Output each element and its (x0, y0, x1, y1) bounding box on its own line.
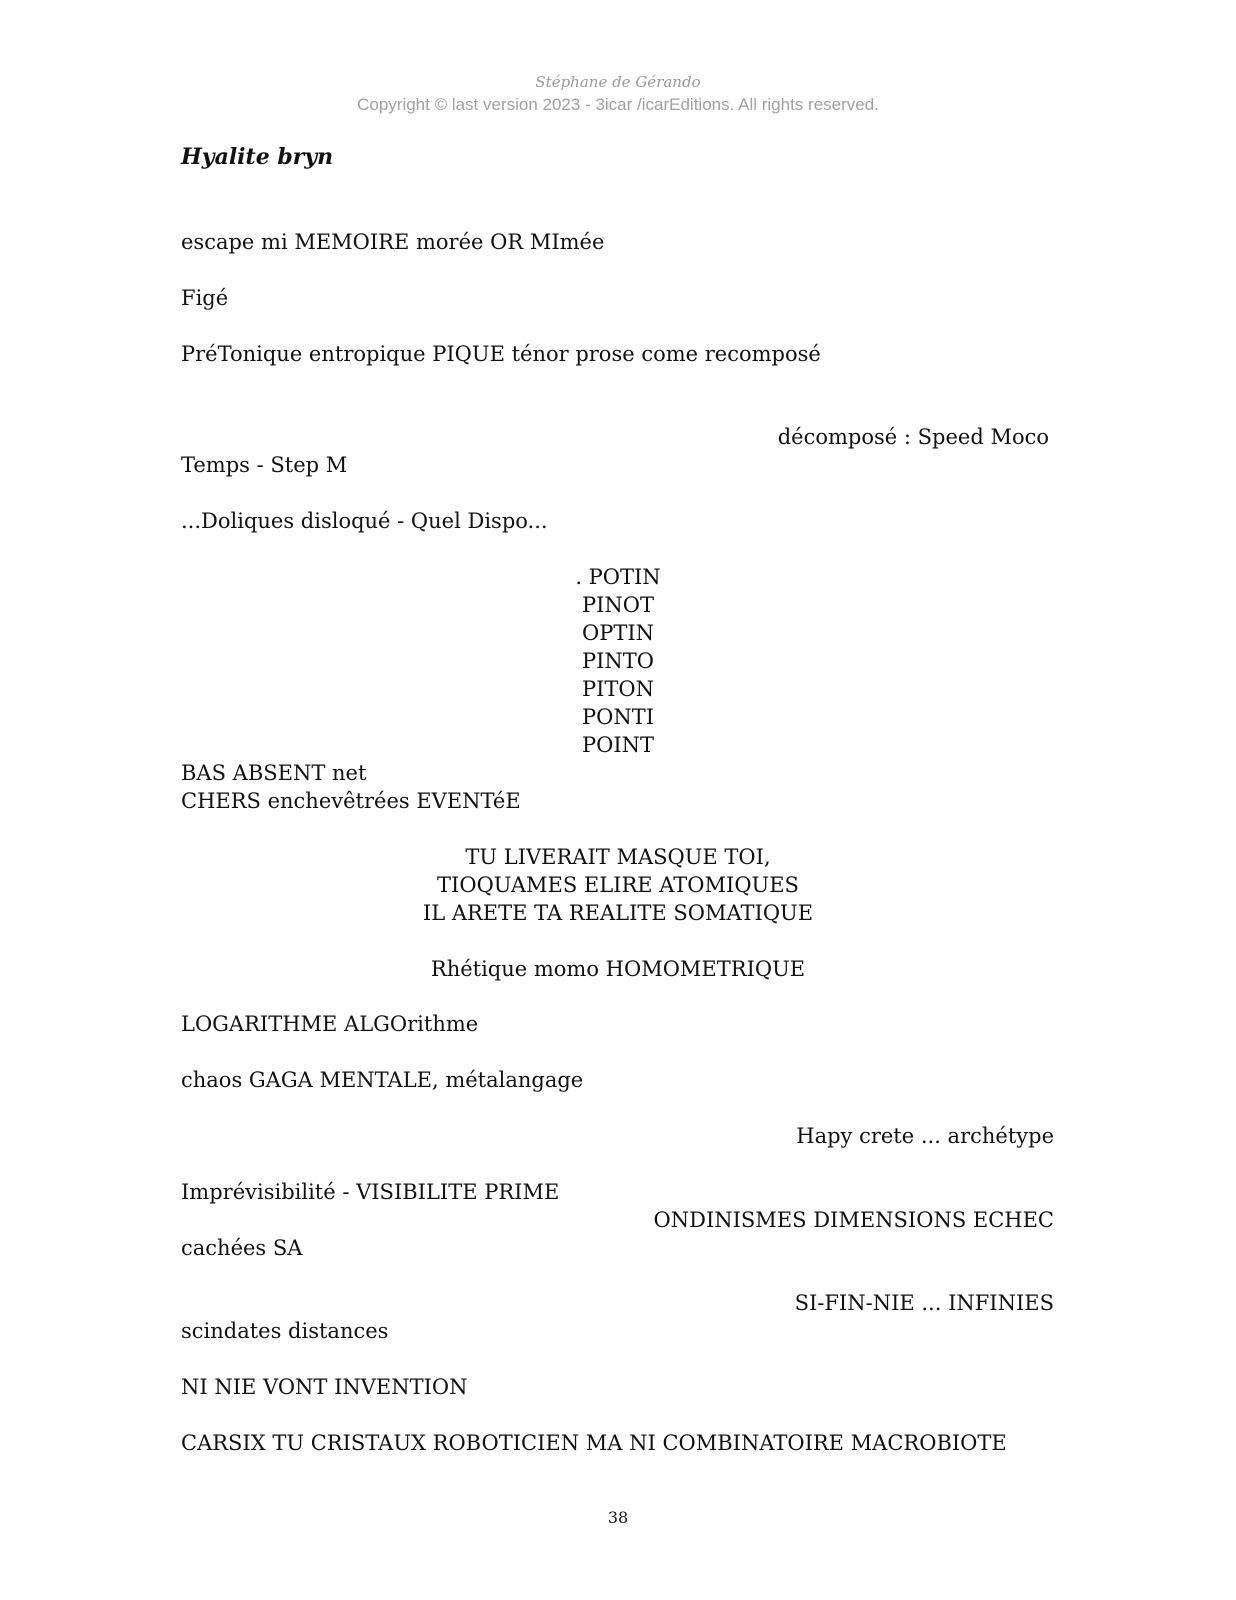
poem-line: décomposé : Speed Moco (777, 425, 1049, 449)
page-header-author: Stéphane de Gérando (535, 73, 701, 91)
poem-line: NI NIE VONT INVENTION (181, 1375, 468, 1399)
poem-line: LOGARITHME ALGOrithme (181, 1012, 479, 1036)
poem-line: . POTIN (575, 565, 661, 589)
poem-line: POINT (581, 733, 655, 757)
poem-line: escape mi MEMOIRE morée OR MImée (181, 230, 605, 254)
poem-line: ONDINISMES DIMENSIONS ECHEC (653, 1208, 1054, 1232)
poem-line: chaos GAGA MENTALE, métalangage (181, 1068, 584, 1092)
poem-line: TIOQUAMES ELIRE ATOMIQUES (437, 873, 799, 897)
poem-line: CHERS enchevêtrées EVENTéE (181, 789, 521, 813)
poem-line: OPTIN (581, 621, 655, 645)
poem-title: Hyalite bryn (181, 144, 334, 170)
poem-line: cachées SA (181, 1236, 303, 1260)
poem-line: Temps - Step M (181, 453, 348, 477)
poem-line: PONTI (581, 705, 655, 729)
poem-line: PINTO (581, 649, 655, 673)
poem-line: TU LIVERAIT MASQUE TOI, (465, 845, 771, 869)
poem-line: ...Doliques disloqué - Quel Dispo... (181, 509, 548, 533)
poem-line: SI-FIN-NIE ... INFINIES (794, 1291, 1054, 1315)
poem-line: IL ARETE TA REALITE SOMATIQUE (422, 901, 814, 925)
poem-line: Imprévisibilité - VISIBILITE PRIME (181, 1180, 560, 1204)
poem-line: PITON (581, 677, 655, 701)
poem-line: Hapy crete ... archétype (796, 1124, 1054, 1148)
poem-line: PréTonique entropique PIQUE ténor prose come recomposé (181, 342, 821, 366)
poem-line: BAS ABSENT net (181, 761, 367, 785)
poem-line: PINOT (581, 593, 655, 617)
poem-line: Figé (181, 286, 229, 310)
page-number: 38 (607, 1508, 629, 1527)
poem-line: Rhétique momo HOMOMETRIQUE (430, 957, 806, 981)
poem-line: scindates distances (181, 1319, 389, 1343)
poem-line: CARSIX TU CRISTAUX ROBOTICIEN MA NI COMBINATOIRE MACROBIOTE (181, 1431, 1007, 1455)
page-header-copyright: Copyright © last version 2023 - 3icar /icarEditions. All rights reserved. (357, 95, 879, 114)
